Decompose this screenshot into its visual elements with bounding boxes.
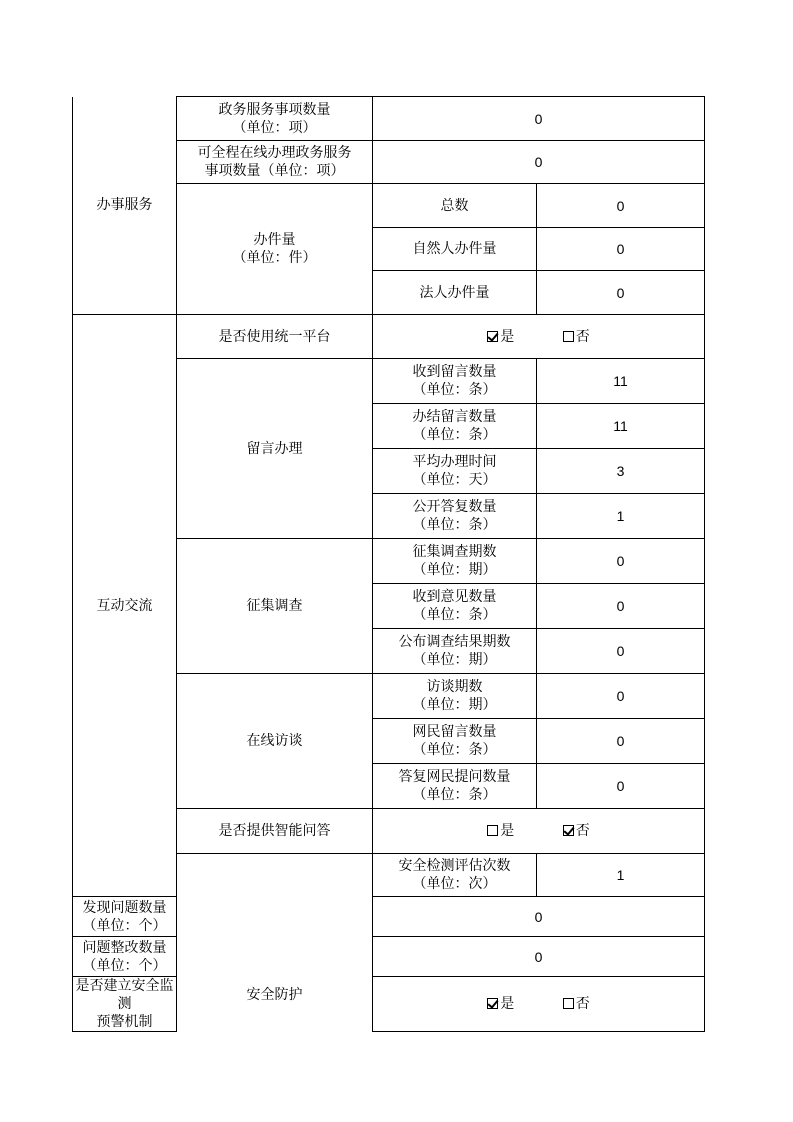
value-cases-legal: 0: [537, 271, 705, 315]
option-yes[interactable]: 是: [487, 328, 514, 346]
label-cases: 办件量 （单位：件）: [177, 184, 373, 315]
table-row: [73, 897, 705, 937]
label-cases-natural: 自然人办件量: [373, 228, 537, 271]
option-no[interactable]: 否: [563, 328, 590, 346]
value-survey-opinions: 0: [537, 584, 705, 629]
value-msg-avg-time: 3: [537, 449, 705, 494]
table-row: [73, 937, 705, 977]
label-interview-answers: 答复网民提问数量 （单位：条）: [373, 764, 537, 809]
label-survey-results: 公布调查结果期数 （单位：期）: [373, 629, 537, 674]
smart-qa-options: [373, 809, 705, 854]
unified-platform-options: [373, 315, 705, 359]
value-interview-messages: 0: [537, 719, 705, 764]
value-survey-results: 0: [537, 629, 705, 674]
label-msg-received: 收到留言数量 （单位：条）: [373, 359, 537, 404]
label-interview-periods: 访谈期数 （单位：期）: [373, 674, 537, 719]
value-cases-natural: 0: [537, 228, 705, 271]
label-warning-mechanism: 是否建立安全监测 预警机制: [73, 977, 177, 1032]
unchecked-box-icon: [487, 825, 498, 836]
label-problems-fixed: 问题整改数量 （单位：个）: [73, 937, 177, 977]
label-msg-closed: 办结留言数量 （单位：条）: [373, 404, 537, 449]
value-problems-fixed: 0: [373, 937, 705, 977]
label-msg-avg-time: 平均办理时间 （单位：天）: [373, 449, 537, 494]
label-survey-opinions: 收到意见数量 （单位：条）: [373, 584, 537, 629]
value-items-count: 0: [373, 97, 705, 141]
value-problems-found: 0: [373, 897, 705, 937]
label-items-count: 政务服务事项数量 （单位：项）: [177, 97, 373, 141]
label-unified-platform: 是否使用统一平台: [177, 315, 373, 359]
value-interview-answers: 0: [537, 764, 705, 809]
option-yes[interactable]: 是: [487, 822, 514, 840]
value-msg-public: 1: [537, 494, 705, 539]
option-yes[interactable]: 是: [487, 995, 514, 1013]
option-no[interactable]: 否: [563, 822, 590, 840]
table-row: [73, 977, 705, 1032]
option-no[interactable]: 否: [563, 995, 590, 1013]
label-cases-legal: 法人办件量: [373, 271, 537, 315]
label-smart-qa: 是否提供智能问答: [177, 809, 373, 854]
label-interview-messages: 网民留言数量 （单位：条）: [373, 719, 537, 764]
value-security-checks: 1: [537, 854, 705, 897]
value-interview-periods: 0: [537, 674, 705, 719]
checked-box-icon: [487, 331, 498, 342]
label-surveys: 征集调查: [177, 539, 373, 674]
label-security-checks: 安全检测评估次数 （单位：次）: [373, 854, 537, 897]
category-security: 安全防护: [177, 854, 373, 1032]
label-survey-periods: 征集调查期数 （单位：期）: [373, 539, 537, 584]
label-cases-total: 总数: [373, 184, 537, 228]
label-interviews: 在线访谈: [177, 674, 373, 809]
checked-box-icon: [563, 825, 574, 836]
value-survey-periods: 0: [537, 539, 705, 584]
table-row: [73, 315, 705, 359]
value-msg-received: 11: [537, 359, 705, 404]
value-online-items: 0: [373, 141, 705, 184]
category-interaction: 互动交流: [73, 315, 177, 897]
checked-box-icon: [487, 998, 498, 1009]
label-messages: 留言办理: [177, 359, 373, 539]
statistics-table: [72, 96, 705, 1032]
value-cases-total: 0: [537, 184, 705, 228]
table-row: [73, 97, 705, 141]
unchecked-box-icon: [563, 331, 574, 342]
label-problems-found: 发现问题数量 （单位：个）: [73, 897, 177, 937]
label-online-items: 可全程在线办理政务服务 事项数量（单位：项）: [177, 141, 373, 184]
value-msg-closed: 11: [537, 404, 705, 449]
warning-options: [373, 977, 705, 1032]
label-msg-public: 公开答复数量 （单位：条）: [373, 494, 537, 539]
category-services: 办事服务: [73, 97, 177, 315]
unchecked-box-icon: [563, 998, 574, 1009]
